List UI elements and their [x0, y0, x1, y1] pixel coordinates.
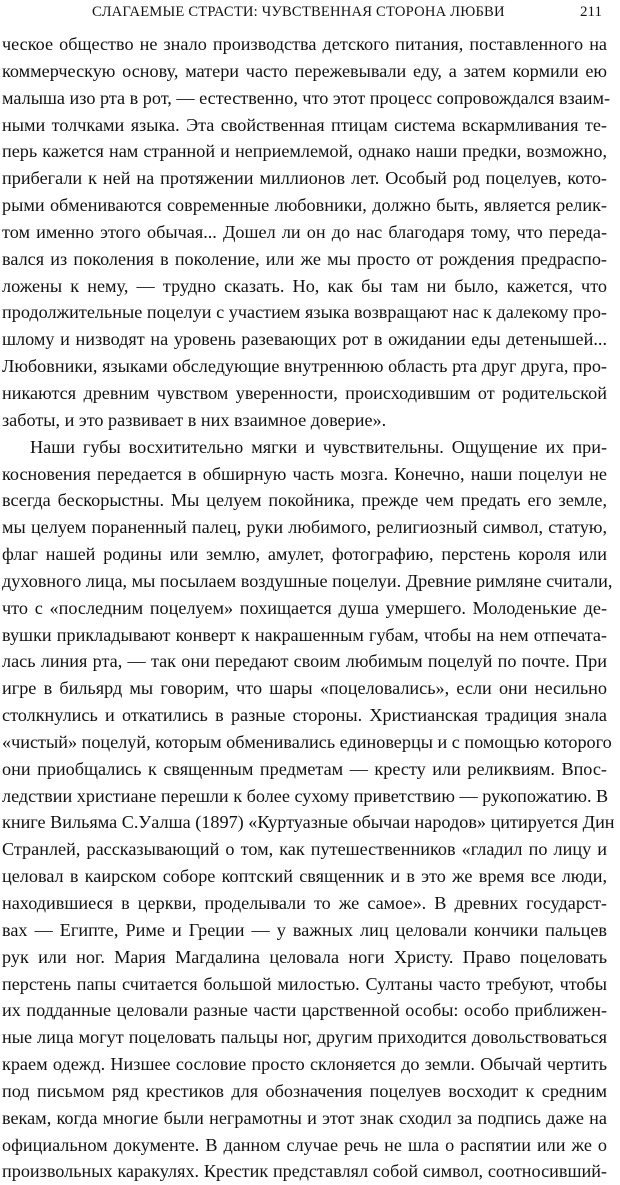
text-line: малыша изо рта в рот, — естественно, что этот процесс сопровождался взаим- [2, 87, 611, 108]
text-line: Наши губы восхитительно мягки и чувствительны. Ощущение их при- [30, 436, 607, 457]
text-line: они приобщались к священным предметам — кресту или реликвиям. Впос- [2, 758, 607, 779]
text-line: прибегали к ней на протяжении миллионов лет. Особый род поцелуев, кото- [2, 168, 607, 189]
text-line: столкнулись и откатились в разные стороны. Христианская традиция знала [2, 705, 607, 726]
text-line: ледствии христиане перешли к более сухому приветствию — рукопожатию. В [2, 785, 609, 806]
text-line: перь кажется нам странной и неприемлемой, однако наши предки, возможно, [2, 141, 607, 162]
page-number: 211 [580, 4, 602, 20]
body-text [0, 31, 620, 1185]
text-line: ложены к нему, — трудно сказать. Но, как бы там ни было, кажется, что [2, 275, 607, 296]
text-line: никаются древним чувством уверенности, происходившим от родительской [2, 382, 607, 403]
text-line: лась линия рта, — так они передают своим любимым поцелуй по почте. При [2, 651, 607, 672]
text-line: игре в бильярд мы говорим, что шары «поцеловались», если они несильно [2, 678, 607, 699]
text-line: ные лица могут поцеловать пальцы ног, другим приходится довольствоваться [2, 1027, 607, 1048]
text-line: книге Вильяма С.Уалша (1897) «Куртуазные обычаи народов» цитируется Дин [2, 812, 615, 833]
text-line: коммерческую основу, матери часто пережевывали еду, а затем кормили ею [2, 60, 607, 81]
text-line: их подданные целовали разные части царственной особы: особо приближен- [2, 1000, 607, 1021]
text-line: том именно этого обычая... Дошел ли он до нас благодаря тому, что переда- [2, 221, 607, 242]
page-header [0, 4, 620, 26]
text-line: рук или ног. Мария Магдалина целовала ноги Христу. Право поцеловать [2, 946, 607, 967]
text-line: ческое общество не знало производства детского питания, поставленного на [2, 34, 607, 54]
text-line: официальном документе. В данном случае речь не шла о распятии или же о [2, 1134, 607, 1155]
text-line: вах — Египте, Риме и Греции — у важных лиц целовали кончики пальцев [2, 919, 607, 940]
text-line: шлому и низводят на уровень разевающих рот в ожидании еды детенышей... [2, 329, 607, 350]
text-line: что с «последним поцелуем» похищается душа умершего. Молоденькие де- [2, 597, 607, 618]
text-line: косновения передается в обширную часть мозга. Конечно, наши поцелуи не [2, 463, 607, 484]
text-line: мы целуем пораненный палец, руки любимого, религиозный символ, статую, [2, 517, 607, 538]
text-line: духовного лица, мы посылаем воздушные поцелуи. Древние римляне считали, [2, 570, 613, 591]
text-line: заботы, и это развивает в них взаимное доверие». [2, 409, 387, 430]
text-line: находившиеся в церкви, проделывали то же самое». В древних государст- [2, 893, 607, 913]
text-line: ными толчками языка. Эта свойственная птицам система вскармливания те- [2, 114, 607, 135]
text-line: перстень папы считается большой милостью. Султаны часто требуют, чтобы [2, 973, 607, 994]
text-line: векам, когда многие были неграмотны и этот знак сходил за подпись даже на [2, 1107, 607, 1128]
text-line: Странлей, рассказывающий о том, как путешественников «гладил по лицу и [2, 839, 607, 860]
text-line: целовал в каирском соборе коптский священник и в это же время все люди, [2, 866, 607, 887]
text-line: вался из поколения в поколение, или же мы просто от рождения предраспо- [2, 248, 607, 269]
text-line: вушки прикладывают конверт к накрашенным губам, чтобы на нем отпечата- [2, 624, 607, 645]
text-line: под письмом ряд крестиков для обозначения поцелуев восходит к средним [2, 1080, 607, 1101]
text-line: флаг нашей родины или землю, амулет, фотографию, перстень короля или [2, 544, 607, 565]
text-line: Любовники, языками обследующие внутреннюю область рта друг друга, про- [2, 356, 607, 377]
text-line: всегда бескорыстны. Мы целуем покойника, прежде чем предать его земле, [2, 490, 607, 511]
text-line: продолжительные поцелуи с участием языка возвращают нас к далекому про- [2, 302, 607, 323]
running-head-title: СЛАГАЕМЫЕ СТРАСТИ: ЧУВСТВЕННАЯ СТОРОНА ЛЮБВИ [92, 4, 505, 20]
text-line: краем одежд. Низшее сословие просто склоняется до земли. Обычай чертить [2, 1054, 607, 1075]
text-line: «чистый» поцелуй, которым обменивались единоверцы и с помощью которого [2, 731, 612, 752]
text-line: произвольных каракулях. Крестик представлял собой символ, соотносивший- [2, 1161, 607, 1182]
text-line: рыми обмениваются современные любовники, должно быть, является релик- [2, 195, 607, 216]
